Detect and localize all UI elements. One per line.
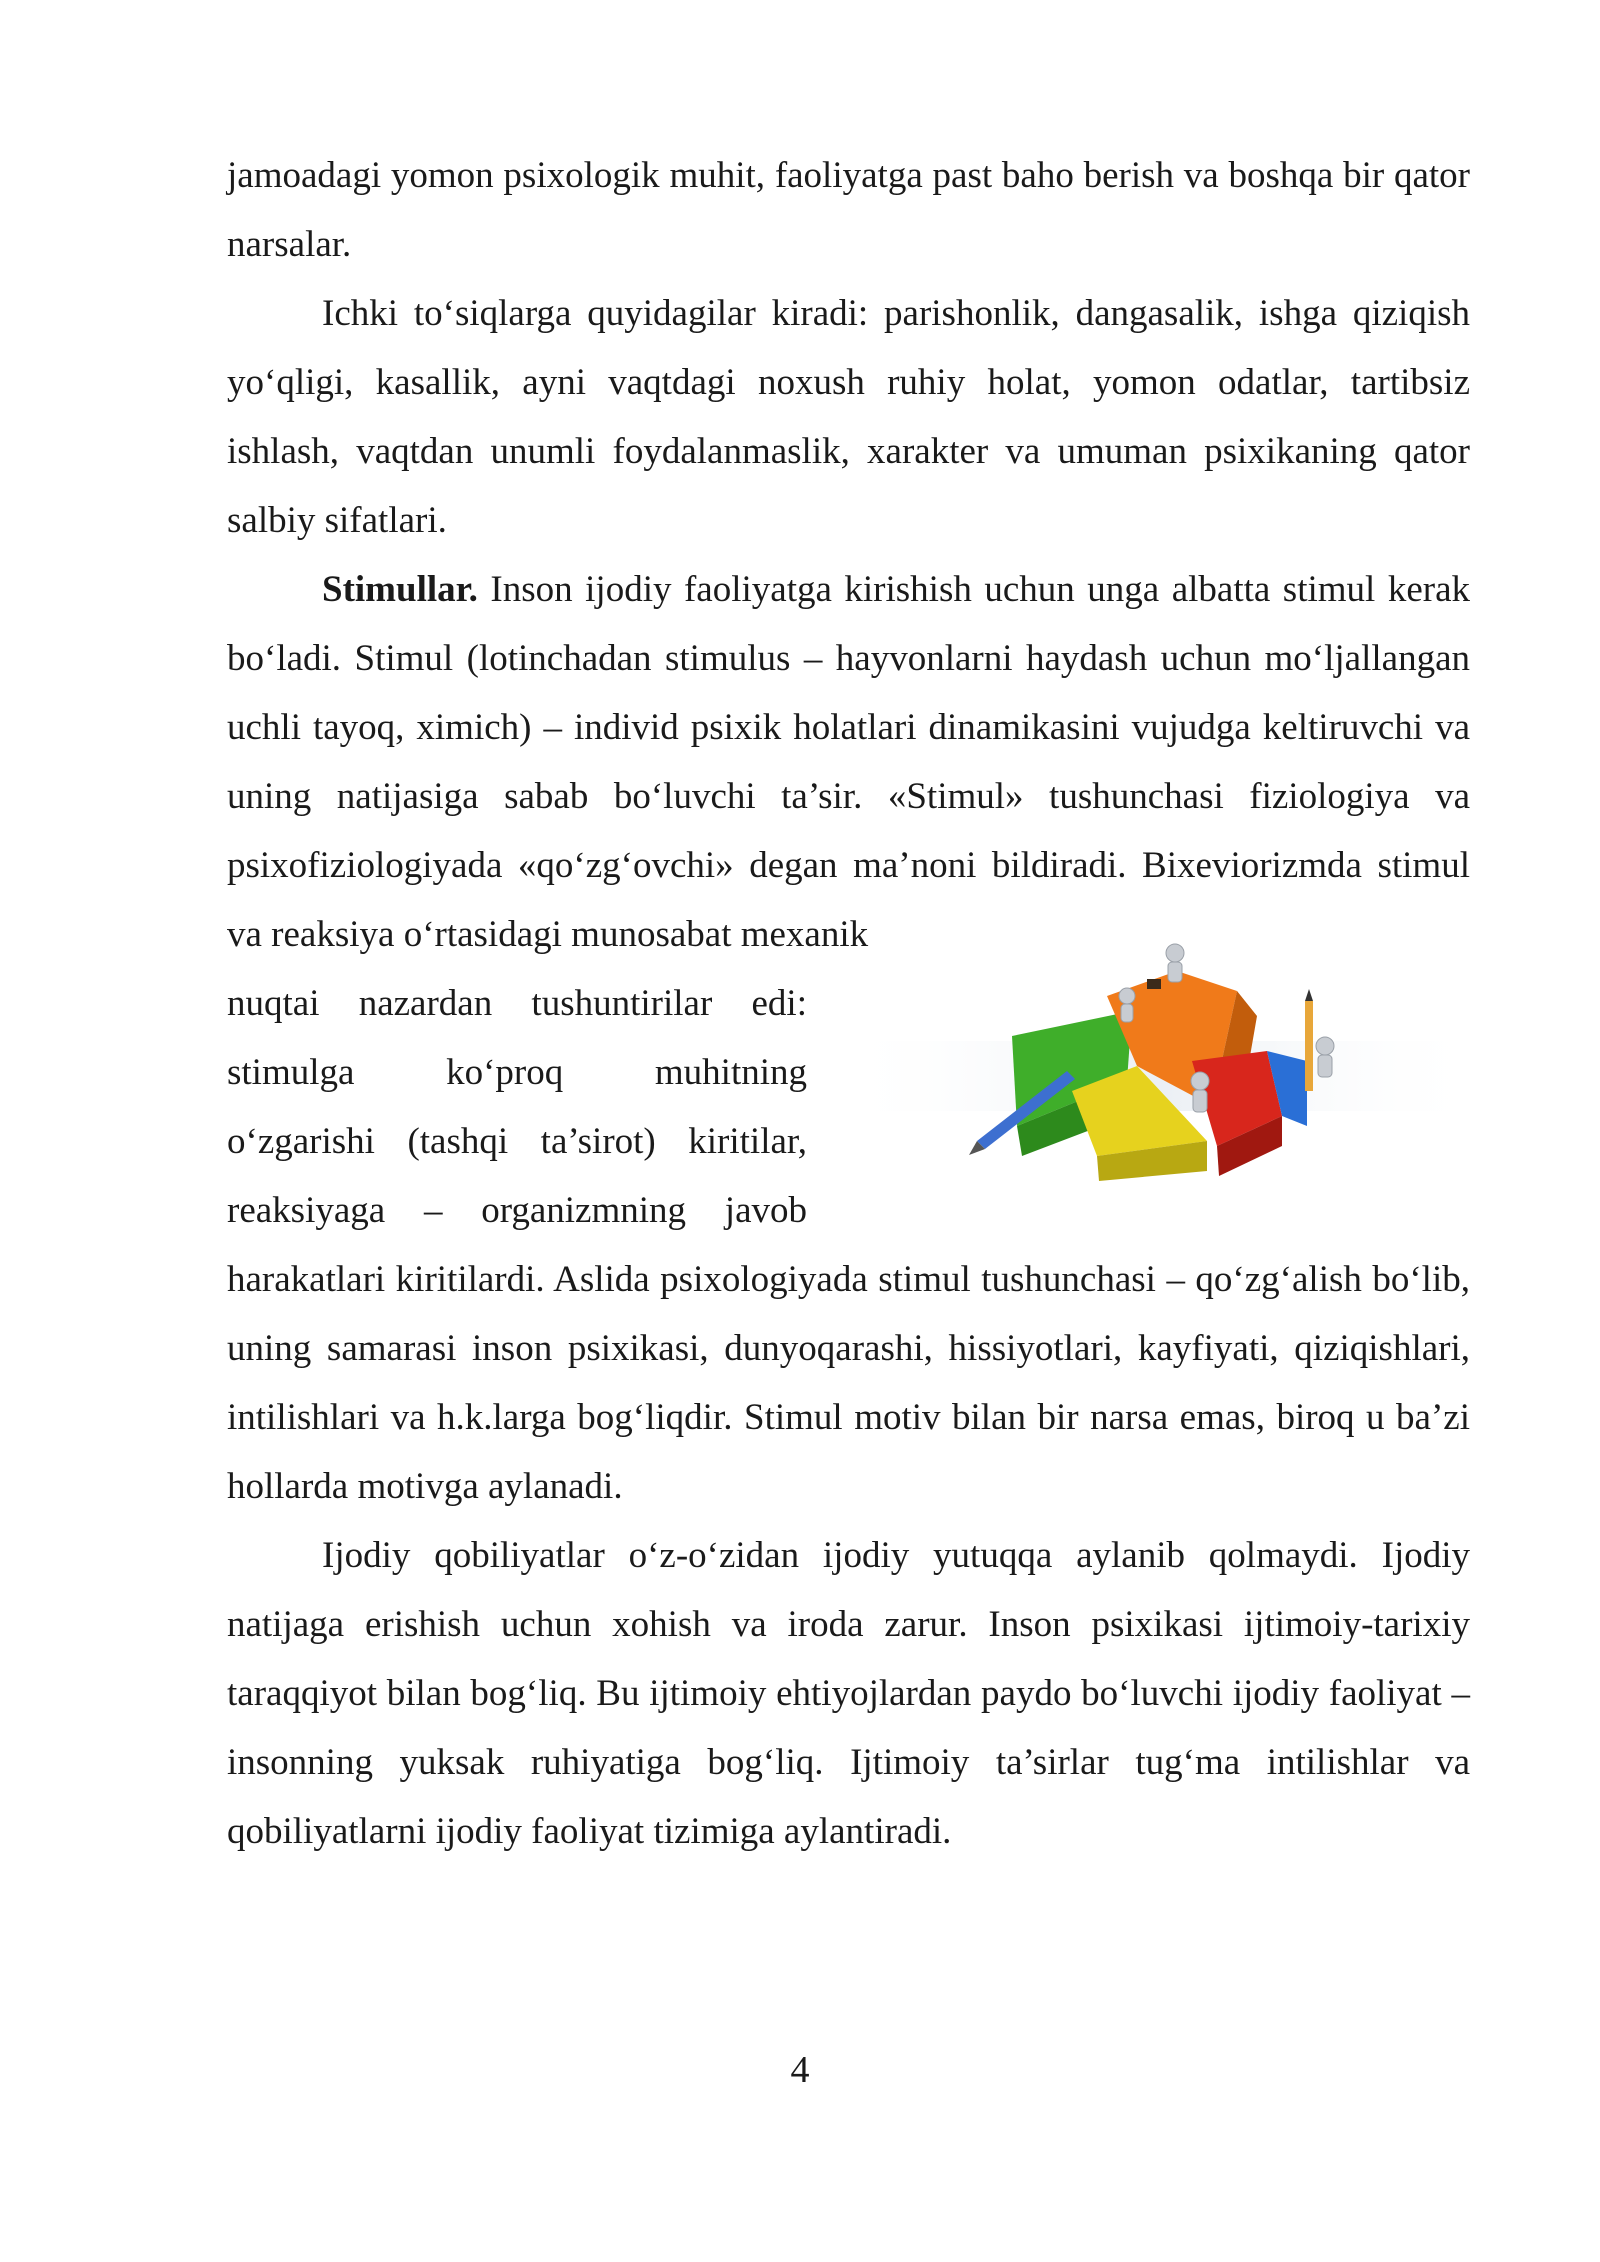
paragraph-1: jamoadagi yomon psixologik muhit, faoliyatga past baho berish va boshqa bir qator narsalar. — [227, 155, 1470, 265]
paragraph-3-end: harakatlari kiritilardi. Aslida psixologiyada stimul tushunchasi – qo‘zg‘alish bo‘lib, uning samarasi inson psixikasi, dunyoqarashi, hissiyotlari, kayfiyati, qiziqishlari, intilishlari va h.k.larga bog‘liqdir. Stimul motiv bilan bir narsa emas, biroq u ba’zi hollarda motivga aylanadi. — [227, 1259, 1470, 1507]
page-number: 4 — [790, 2049, 810, 2091]
paragraph-3 — [227, 555, 1470, 969]
wrapped-line-2: stimulga ko‘proq muhitning — [227, 1052, 807, 1093]
paragraph-2: Ichki to‘siqlarga quyidagilar kiradi: parishonlik, dangasalik, ishga qiziqish yo‘qligi, kasallik, ayni vaqtdagi noxush ruhiy holat, yomon odatlar, tartibsiz ishlash, vaqtdan unumli foydalanmaslik, xarakter va umuman psixikaning qator salbiy sifatlari. — [227, 293, 1470, 541]
stimullar-heading: Stimullar. — [322, 569, 478, 610]
wrapped-text — [227, 969, 807, 1245]
wrapped-line-1: nuqtai nazardan tushuntirilar edi: — [227, 983, 807, 1024]
paragraph-3-text: Inson ijodiy faoliyatga kirishish uchun unga albatta stimul kerak bo‘ladi. Stimul (lotinchadan stimulus – hayvonlarni haydash uchun mo‘ljallangan uchli tayoq, ximich) – individ psixik holatlari dinamikasini vujudga keltiruvchi va uning natijasiga sabab bo‘luvchi ta’sir. «Stimul» tushunchasi fiziologiya va psixofiziologiyada «qo‘zg‘ovchi» degan ma’noni bildiradi. Bixeviorizmda stimul va reaksiya o‘rtasidagi munosabat mexanik — [227, 569, 1470, 955]
paragraph-4: Ijodiy qobiliyatlar o‘z-o‘zidan ijodiy yutuqqa aylanib qolmaydi. Ijodiy natijaga erishish uchun xohish va iroda zarur. Inson psixikasi ijtimoiy-tarixiy taraqqiyot bilan bog‘liq. Bu ijtimoiy ehtiyojlardan paydo bo‘luvchi ijodiy faoliyat – insonning yuksak ruhiyatiga bog‘liq. Ijtimoiy ta’sirlar tug‘ma intilishlar va qobiliyatlarni ijodiy faoliyat tizimiga aylantiradi. — [227, 1535, 1470, 1852]
pie-chart-illustration-icon — [837, 941, 1487, 1201]
text-with-figure — [227, 969, 1470, 1245]
wrapped-line-4: reaksiyaga – organizmning javob — [227, 1190, 807, 1231]
wrapped-line-3: o‘zgarishi (tashqi ta’sirot) kiritilar, — [227, 1121, 807, 1162]
document-body — [227, 141, 1470, 1866]
